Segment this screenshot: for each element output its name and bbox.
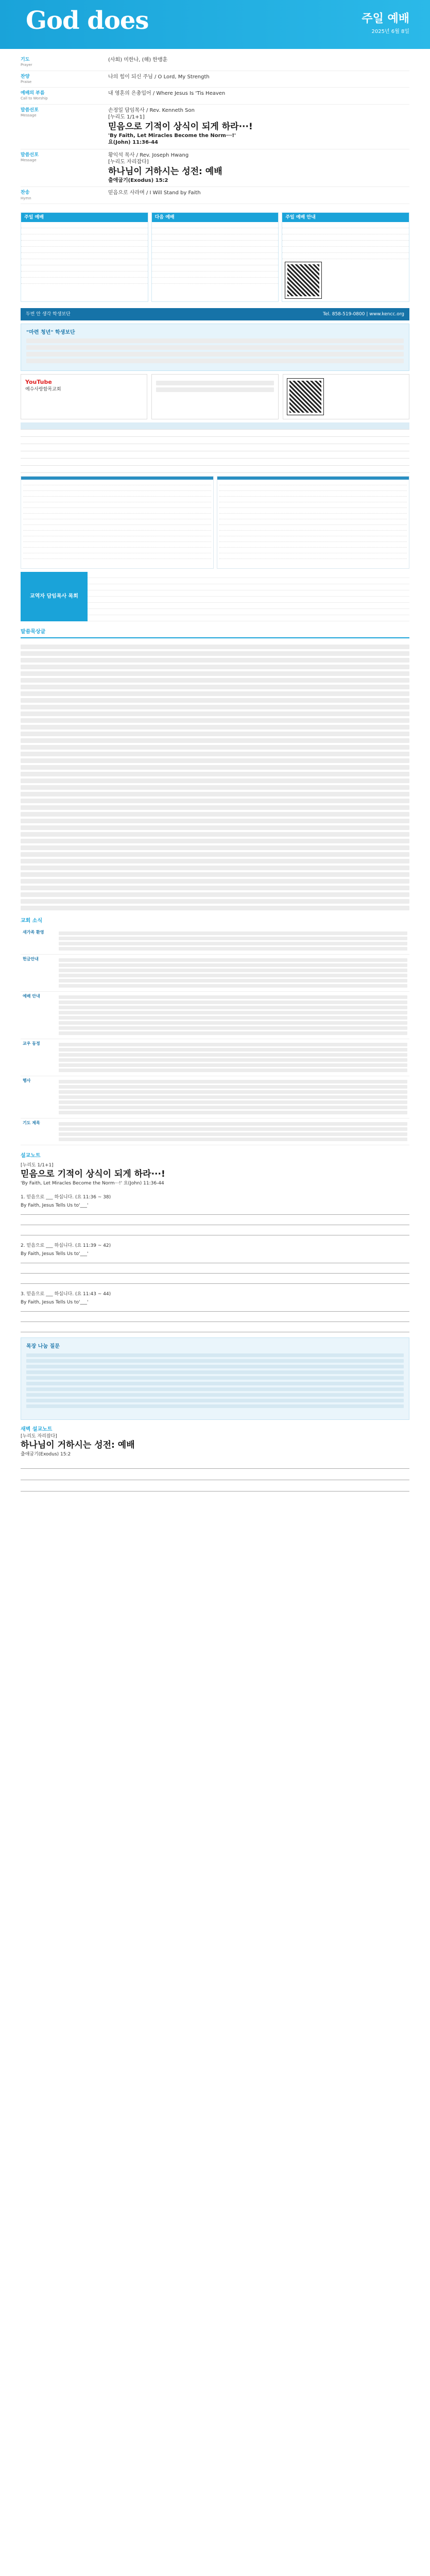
qr-card[interactable] — [283, 374, 409, 419]
order-row: 말씀선포 Message 손정일 담임목사 / Rev. Kenneth Son [누리도 1/1+1] 믿음으로 기적이 상식이 되게 하라···! 'By Faith, Let Miracles Become the Norm···!' 요(John) 11:36-44 — [21, 105, 409, 149]
two-column-lists — [21, 476, 409, 569]
list-item: 교우 동정 — [21, 1039, 409, 1076]
info-box: 주일 예배 — [21, 212, 148, 302]
worship-order — [0, 49, 430, 209]
staff-section: 교역자 담임목사 목회 — [21, 572, 409, 621]
order-row: 찬양 Praise 나의 힘이 되신 주님 / O Lord, My Strength — [21, 71, 409, 88]
qr-code-icon[interactable] — [285, 262, 321, 298]
sermon-notes: [누리도 1/1+1] 믿음으로 기적이 상식이 되게 하라···! 'By Faith, Let Miracles Become the Norm···!' 요(John) 11:36-44 1. 믿음으로 ___ 하십니다. (요 11:36 ~ 38) By Faith, Jesus Tells Us to'___' 2. 믿음으로 ___ 하십니다. (요 11:39 ~ 42) By Faith, Jesus Tells Us to'___' 3. 믿음으로 ___ 하십니다. (요 11:43 ~ 44) By Faith, Jesus Tells Us to'___' — [21, 1162, 409, 1332]
news-list — [21, 928, 409, 1145]
sermon-section-title: 말씀묵상글 — [21, 629, 46, 635]
order-row: 찬송 Hymn 믿음으로 사라며 / I Will Stand by Faith — [21, 187, 409, 204]
list-item: 기도 제목 — [21, 1118, 409, 1145]
contact-bar: 두번 안 생각 학생보단 Tel. 858-519-0800 | www.kencc.org — [21, 308, 409, 320]
info-box: 주일 예배 안내 — [282, 212, 409, 302]
youtube-section — [21, 374, 409, 419]
channel-card[interactable] — [151, 374, 278, 419]
notes-section-title: 설교노트 — [21, 1153, 41, 1159]
discussion-questions: 목장 나눔 질문 — [21, 1337, 409, 1420]
sermon-body — [21, 637, 409, 910]
list-item: 예배 안내 — [21, 992, 409, 1039]
sermon-title-2: 하나님이 거하시는 성전: 예배 — [108, 166, 222, 177]
order-row: 예배의 부름 Call to Worship 내 영혼의 은총입어 / Where Jesus Is 'Tis Heaven — [21, 88, 409, 105]
qr-code-icon[interactable] — [287, 379, 323, 415]
sermon-title: 믿음으로 기적이 상식이 되게 하라···! — [108, 121, 253, 132]
list-item: 헌금안내 — [21, 955, 409, 992]
news-section-title: 교회 소식 — [21, 918, 43, 924]
order-row: 말씀선포 Message 황익석 목사 / Rev. Joseph Hwang [누리도 자리잡다] 하나님이 거하시는 성전: 예배 출애굽기(Exodus) 15:2 — [21, 149, 409, 188]
next-sermon: 새벽 설교노트 [누리도 자리잡다] 하나님이 거하시는 성전: 예배 출애굽기(Exodus) 15:2 — [21, 1426, 409, 1492]
youtube-icon: YouTube — [25, 378, 52, 385]
date-label: 2025년 6월 8일 — [371, 29, 409, 35]
schedule-table — [21, 422, 409, 473]
list-item: 새가족 환영 — [21, 928, 409, 955]
notice-box: "마련 청년" 학생보단 — [21, 324, 409, 371]
info-grid — [0, 209, 430, 305]
header — [0, 0, 430, 49]
logo: God does — [26, 6, 149, 35]
order-row: 기도 Prayer (사회) 미한나, (해) 한맹훈 — [21, 54, 409, 71]
youtube-card[interactable]: YouTube 예수사랑함목교회 — [21, 374, 147, 419]
info-box: 다음 예배 — [151, 212, 279, 302]
page-title: 주일 예배 — [362, 12, 409, 25]
list-item: 행사 — [21, 1076, 409, 1118]
